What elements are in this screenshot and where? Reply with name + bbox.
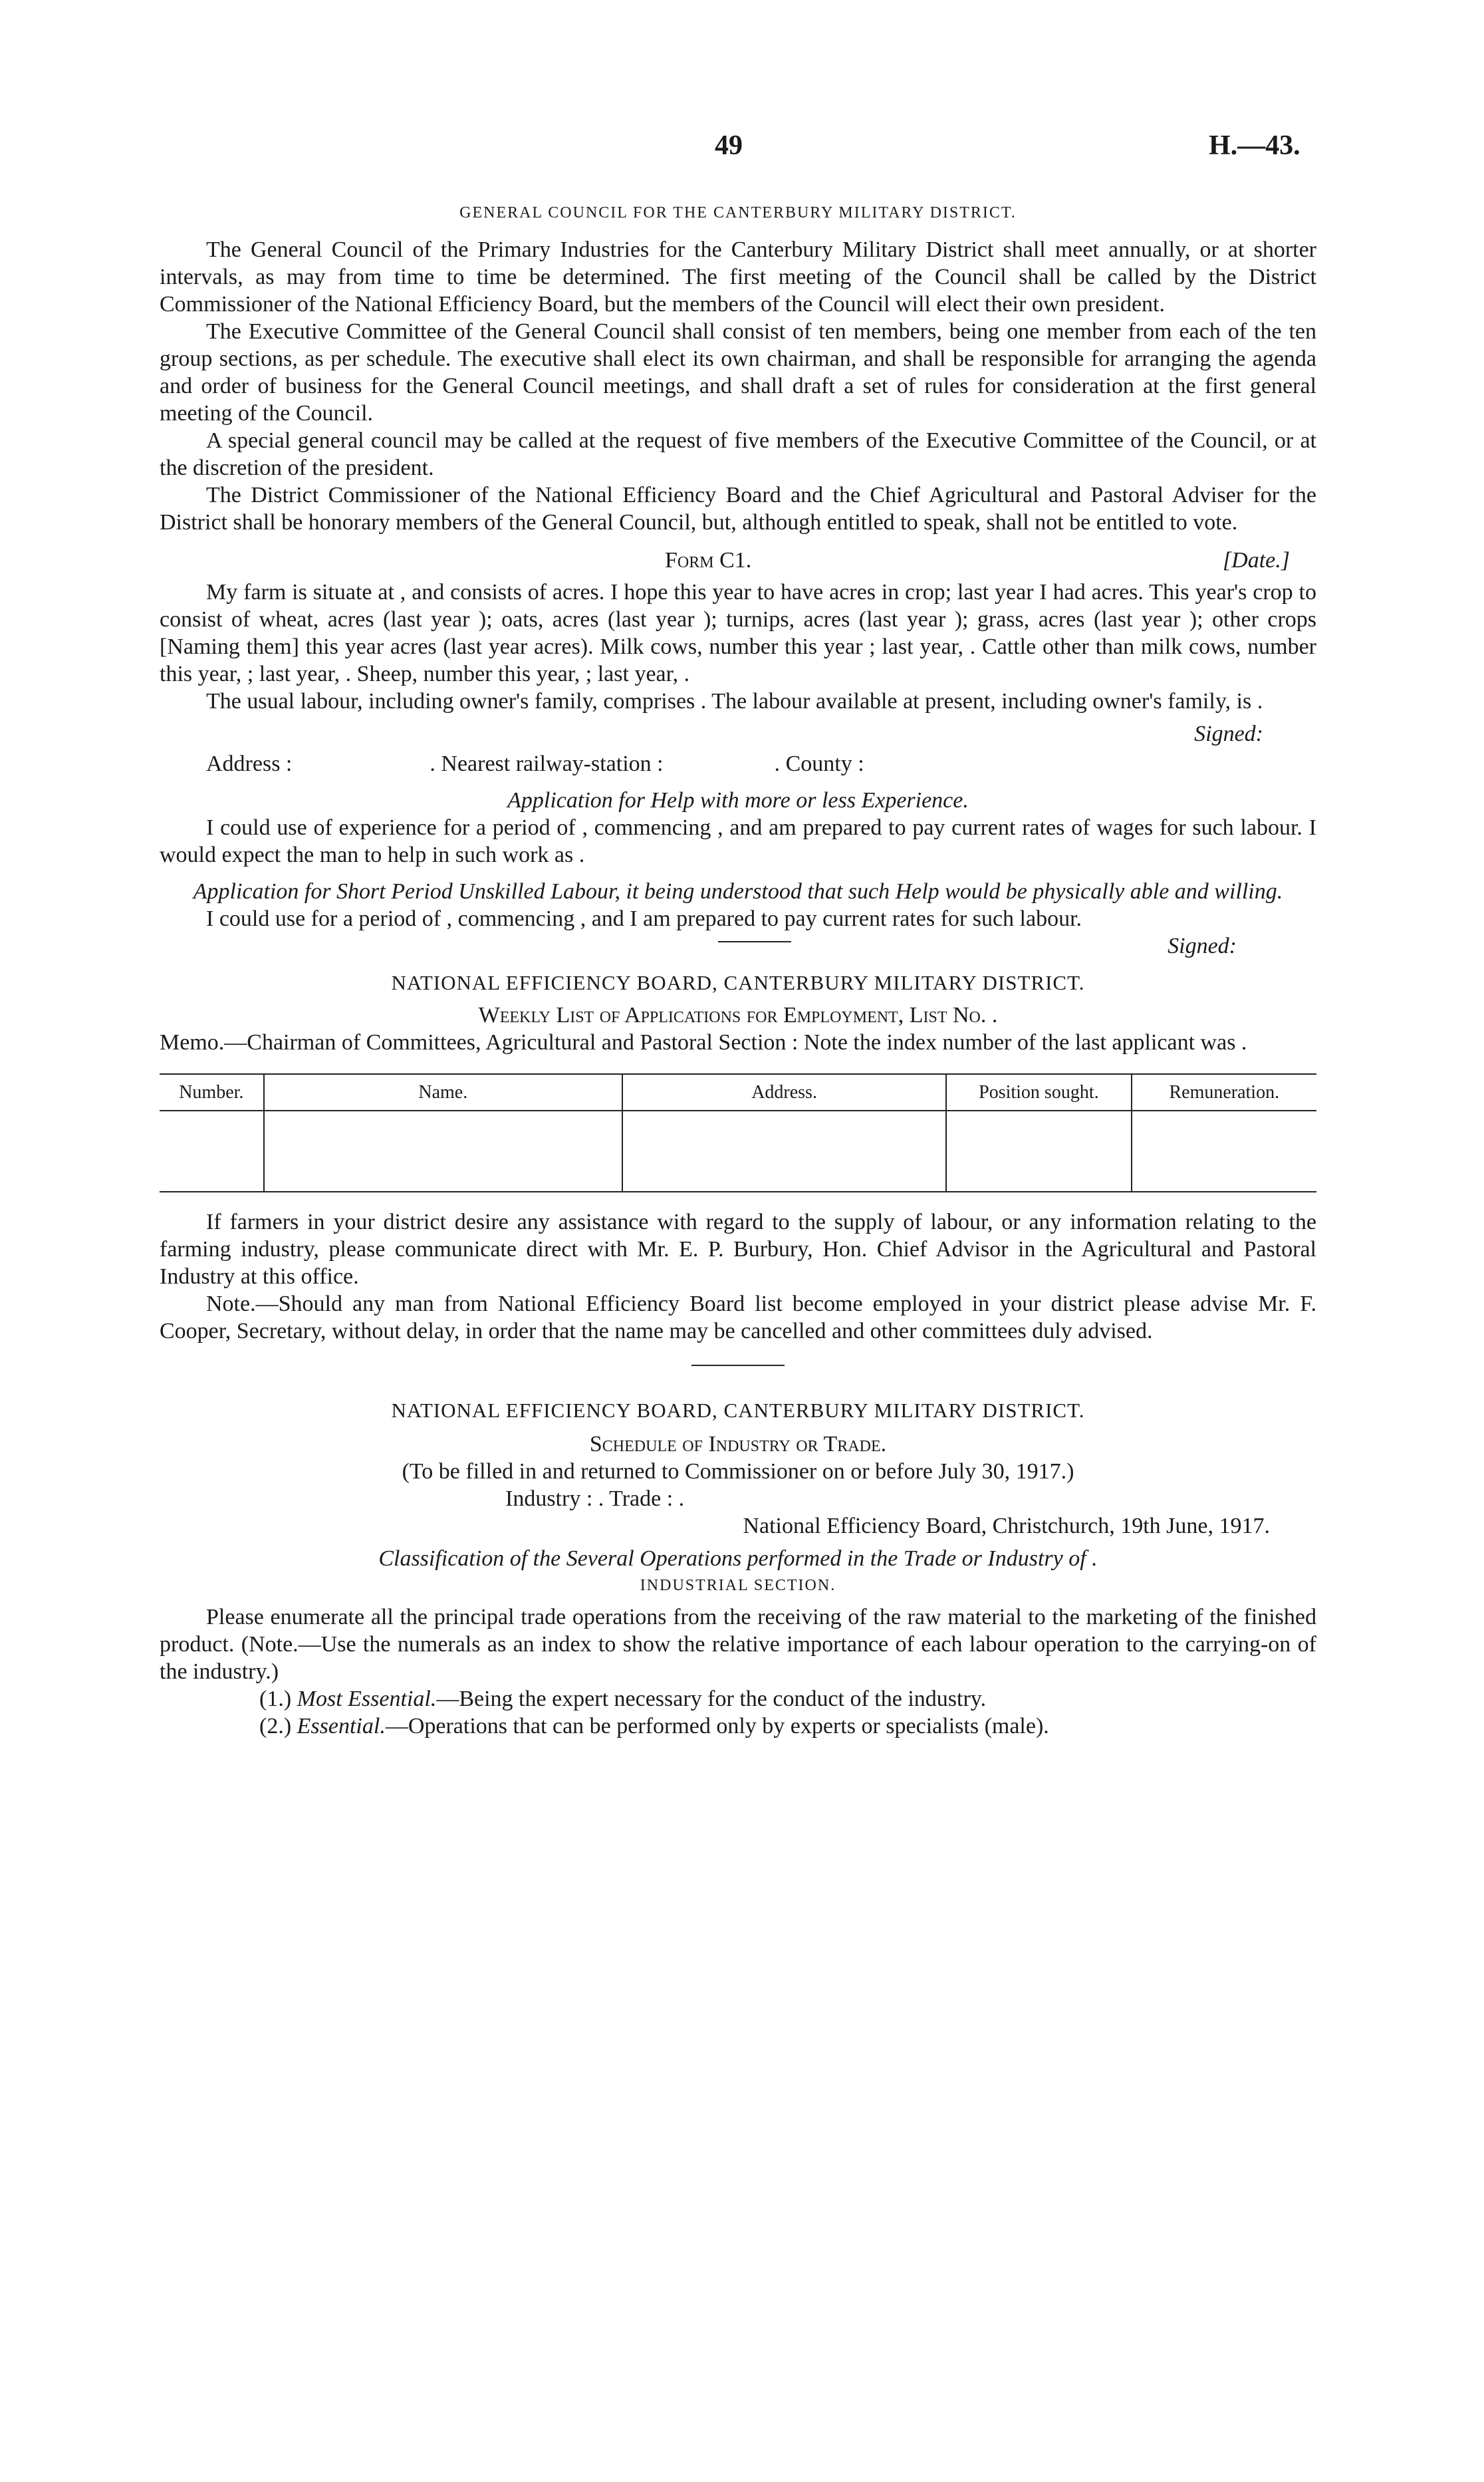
app2-title: Application for Short Period Unskilled Labour, it being understood that such Help would be physically able and willing.	[193, 879, 1283, 904]
table-cell	[622, 1111, 946, 1192]
schedule-heading: NATIONAL EFFICIENCY BOARD, CANTERBURY MILITARY DISTRICT.	[391, 1399, 1085, 1422]
app1-title: Application for Help with more or less Experience.	[507, 788, 969, 813]
schedule-item-2	[160, 1713, 1316, 1740]
item-2-number: (2.)	[259, 1714, 292, 1738]
general-council-p2: The Executive Committee of the General Council shall consist of ten members, being one member from each of the ten group sections, as per schedule. The executive shall elect its own chairman, and shall be responsible for arranging the agenda and order of business for the General Council meetings, and shall draft a set of rules for consideration at the first general meeting of the Council.	[160, 319, 1316, 426]
form-c1-date: [Date.]	[1222, 548, 1290, 573]
weekly-list-note2: Note.—Should any man from National Efficiency Board list become employed in your district please advise Mr. F. Cooper, Secretary, without delay, in order that the name may be cancelled and other committees duly advised.	[160, 1292, 1316, 1343]
table-cell	[946, 1111, 1131, 1192]
weekly-list-heading: NATIONAL EFFICIENCY BOARD, CANTERBURY MILITARY DISTRICT.	[391, 971, 1085, 994]
general-council-p4: The District Commissioner of the National Efficiency Board and the Chief Agricultural and Pastoral Adviser for the District shall be honorary members of the General Council, but, although entitled to speak, shall not be entitled to vote.	[160, 483, 1316, 535]
schedule-place-date: National Efficiency Board, Christchurch, 19th June, 1917.	[743, 1514, 1270, 1538]
divider	[691, 1365, 785, 1366]
general-council-heading: GENERAL COUNCIL FOR THE CANTERBURY MILITARY DISTRICT.	[459, 204, 1017, 221]
report-code: H.—43.	[1209, 130, 1300, 161]
table-cell	[1132, 1111, 1316, 1192]
county-label: . County :	[774, 752, 864, 776]
item-2-label: Essential.	[297, 1714, 386, 1738]
col-position: Position sought.	[946, 1075, 1131, 1111]
railway-label: . Nearest railway-station :	[430, 752, 664, 776]
item-1-text: —Being the expert necessary for the conduct of the industry.	[436, 1687, 987, 1711]
weekly-list-memo: Memo.—Chairman of Committees, Agricultural and Pastoral Section : Note the index number of the last applicant was .	[160, 1030, 1247, 1055]
table-row	[160, 1111, 1316, 1192]
app1-body: I could use of experience for a period of , commencing , and am prepared to pay current rates of wages for such labour. I would expect the man to help in such work as .	[160, 815, 1316, 867]
page-number: 49	[715, 130, 743, 161]
form-c1-body2: The usual labour, including owner's family, comprises . The labour available at present, including owner's family, is .	[206, 689, 1263, 714]
item-1-number: (1.)	[259, 1687, 292, 1711]
form-c1-address-line	[160, 750, 1316, 777]
table-header-row	[160, 1075, 1316, 1111]
address-label: Address :	[206, 752, 293, 776]
col-number: Number.	[160, 1075, 264, 1111]
schedule-item-1	[160, 1685, 1316, 1713]
table-cell	[160, 1111, 264, 1192]
table-cell	[264, 1111, 622, 1192]
schedule-industry-trade: Industry : . Trade : .	[505, 1486, 685, 1511]
form-c1-title: Form C1.	[665, 548, 752, 573]
schedule-subtitle: Schedule of Industry or Trade.	[589, 1432, 887, 1456]
form-c1-signed2: Signed:	[1168, 934, 1237, 958]
schedule-enumerate: Please enumerate all the principal trade operations from the receiving of the raw material to the marketing of the finished product. (Note.—Use the numerals as an index to show the relative importance of each labour operation to the carrying-on of the industry.)	[160, 1605, 1316, 1684]
col-remuneration: Remuneration.	[1132, 1075, 1316, 1111]
page-body	[160, 200, 1316, 1740]
col-address: Address.	[622, 1075, 946, 1111]
item-1-label: Most Essential.	[297, 1687, 437, 1711]
general-council-p1: The General Council of the Primary Industries for the Canterbury Military District shall meet annually, or at shorter intervals, as may from time to time be determined. The first meeting of the Council shall be called by the District Commissioner of the National Efficiency Board, but the members of the Council will elect their own president.	[160, 237, 1316, 317]
schedule-instruction: (To be filled in and returned to Commissioner on or before July 30, 1917.)	[402, 1459, 1074, 1484]
form-c1-signed: Signed:	[1194, 722, 1263, 746]
schedule-classification: Classification of the Several Operations performed in the Trade or Industry of .	[378, 1546, 1098, 1571]
col-name: Name.	[264, 1075, 622, 1111]
industrial-section-heading: INDUSTRIAL SECTION.	[640, 1577, 836, 1594]
weekly-list-note1: If farmers in your district desire any assistance with regard to the supply of labour, or any information relating to the farming industry, please communicate direct with Mr. E. P. Burbury, Hon. Chief Advisor in the Agricultural and Pastoral Industry at this office.	[160, 1210, 1316, 1289]
app2-body: I could use for a period of , commencing , and I am prepared to pay current rates for such labour.	[206, 906, 1082, 931]
form-c1-body1: My farm is situate at , and consists of acres. I hope this year to have acres in crop; last year I had acres. This year's crop to consist of wheat, acres (last year ); oats, acres (last year ); turnips, acres (last year ); grass, acres (last year ); other crops [Naming them] this year acres (last year acres). Milk cows, number this year ; last year, . Cattle other than milk cows, number this year, ; last year, . Sheep, number this year, ; last year, .	[160, 580, 1316, 686]
item-2-text: —Operations that can be performed only by experts or specialists (male).	[385, 1714, 1049, 1738]
divider	[718, 941, 791, 942]
form-c1-title-row	[160, 547, 1316, 579]
weekly-list-subtitle: Weekly List of Applications for Employment, List No. .	[478, 1003, 998, 1028]
general-council-p3: A special general council may be called at the request of five members of the Executive Committee of the Council, or at the discretion of the president.	[160, 428, 1316, 480]
applications-table	[160, 1073, 1316, 1192]
